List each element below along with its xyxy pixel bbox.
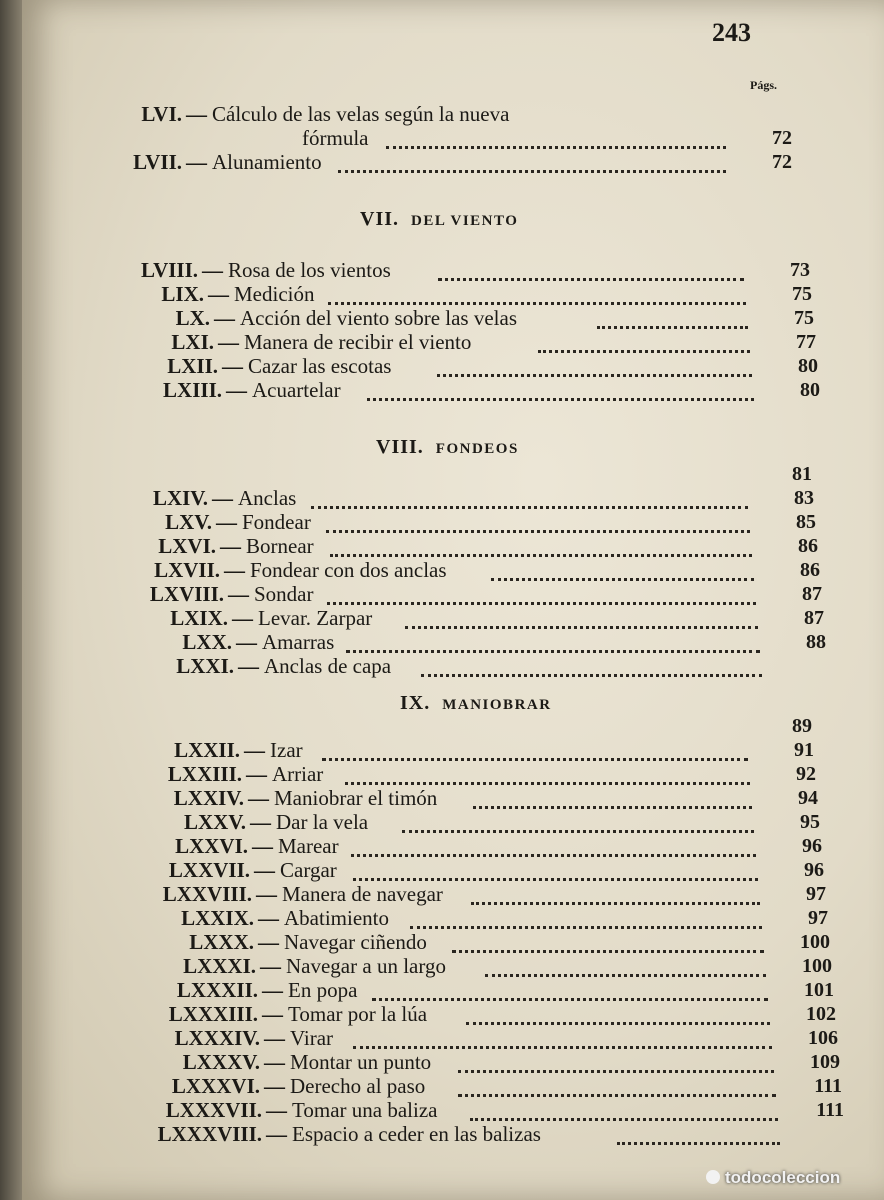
dot-leader xyxy=(386,132,727,149)
dot-leader xyxy=(471,888,761,905)
chapter-title: Maniobrar el timón xyxy=(274,786,438,810)
section-title-text: FONDEOS xyxy=(435,441,519,457)
dot-leader xyxy=(485,960,766,977)
page-reference: 109 xyxy=(810,1051,840,1073)
em-dash: — xyxy=(220,534,241,558)
toc-entry xyxy=(22,858,862,882)
toc-entry xyxy=(22,882,862,906)
section-title-text: MANIOBRAR xyxy=(442,697,552,713)
chapter-title: Tomar una baliza xyxy=(292,1098,438,1122)
em-dash: — xyxy=(212,486,233,510)
em-dash: — xyxy=(250,810,271,834)
toc-entry xyxy=(22,1098,862,1122)
em-dash: — xyxy=(264,1050,285,1074)
page-reference: 94 xyxy=(798,787,818,809)
chapter-title: Anclas de capa xyxy=(264,654,392,678)
chapter-numeral: LXXVI. xyxy=(175,834,248,858)
toc-entry xyxy=(22,282,862,306)
chapter-title: Derecho al paso xyxy=(290,1074,426,1098)
watermark-logo-icon xyxy=(706,1170,720,1184)
chapter-title: Espacio a ceder en las balizas xyxy=(292,1122,541,1146)
dot-leader xyxy=(372,984,769,1001)
toc-entry xyxy=(22,654,862,678)
page-reference: 75 xyxy=(792,283,812,305)
em-dash: — xyxy=(260,954,281,978)
section-heading xyxy=(376,436,519,459)
chapter-title: Tomar por la lúa xyxy=(288,1002,428,1026)
page-reference: 97 xyxy=(806,883,826,905)
page-reference: 80 xyxy=(798,355,818,377)
dot-leader xyxy=(437,360,753,377)
dot-leader xyxy=(538,336,751,353)
toc-entry xyxy=(22,1074,862,1098)
dot-leader xyxy=(345,768,750,785)
chapter-numeral: LXIII. xyxy=(163,378,222,402)
toc-entry xyxy=(22,930,862,954)
toc-entry xyxy=(22,714,862,738)
section-numeral: VII. xyxy=(360,208,400,230)
chapter-numeral: LXVII. xyxy=(154,558,220,582)
toc-entry xyxy=(22,534,862,558)
page-reference: 101 xyxy=(804,979,834,1001)
chapter-title: Amarras xyxy=(262,630,335,654)
dot-leader xyxy=(402,816,755,833)
page-reference: 87 xyxy=(802,583,822,605)
page-reference: 86 xyxy=(800,559,820,581)
dot-leader xyxy=(328,288,746,305)
em-dash: — xyxy=(252,834,273,858)
em-dash: — xyxy=(216,510,237,534)
toc-entry xyxy=(22,978,862,1002)
page-number: 243 xyxy=(712,18,751,47)
chapter-title: Manera de navegar xyxy=(282,882,443,906)
section-title-text: DEL VIENTO xyxy=(411,213,519,229)
chapter-numeral: LXXXVI. xyxy=(171,1074,260,1098)
chapter-numeral: LXXVIII. xyxy=(162,882,252,906)
chapter-title: Fondear xyxy=(242,510,311,534)
toc-entry xyxy=(22,954,862,978)
em-dash: — xyxy=(236,630,257,654)
chapter-numeral: LXXXV. xyxy=(182,1050,260,1074)
dot-leader xyxy=(438,264,745,281)
chapter-numeral: LXXII. xyxy=(174,738,240,762)
toc-entry xyxy=(22,810,862,834)
em-dash: — xyxy=(264,1026,285,1050)
page-reference: 100 xyxy=(800,931,830,953)
chapter-numeral: LXXVII. xyxy=(168,858,250,882)
chapter-title: Levar. Zarpar xyxy=(258,606,373,630)
page-reference: 72 xyxy=(772,127,792,149)
chapter-title: Montar un punto xyxy=(290,1050,432,1074)
chapter-title: Bornear xyxy=(246,534,314,558)
dot-leader xyxy=(597,312,749,329)
dot-leader xyxy=(470,1104,778,1121)
toc-entry xyxy=(22,258,862,282)
pages-column-label: Págs. xyxy=(750,78,777,92)
dot-leader xyxy=(326,516,751,533)
chapter-numeral: LXXXII. xyxy=(176,978,258,1002)
dot-leader xyxy=(473,792,752,809)
toc-entry xyxy=(22,1002,862,1026)
dot-leader xyxy=(353,1032,773,1049)
dot-leader xyxy=(322,744,748,761)
em-dash: — xyxy=(224,558,245,582)
chapter-numeral: LXI. xyxy=(171,330,214,354)
page-reference: 81 xyxy=(792,463,812,485)
chapter-title: fórmula xyxy=(302,126,369,150)
em-dash: — xyxy=(258,930,279,954)
toc-entry xyxy=(22,306,862,330)
toc-entry xyxy=(22,1122,862,1146)
em-dash: — xyxy=(246,762,267,786)
toc-entry xyxy=(22,510,862,534)
dot-leader xyxy=(330,540,753,557)
dot-leader xyxy=(410,912,763,929)
chapter-title: Izar xyxy=(270,738,303,762)
chapter-title: Virar xyxy=(290,1026,334,1050)
em-dash: — xyxy=(264,1074,285,1098)
chapter-title: Marear xyxy=(278,834,339,858)
page-reference: 95 xyxy=(800,811,820,833)
chapter-numeral: LXXV. xyxy=(183,810,246,834)
chapter-title: Cazar las escotas xyxy=(248,354,392,378)
page-reference: 97 xyxy=(808,907,828,929)
toc-entry xyxy=(22,354,862,378)
toc-entry xyxy=(22,1026,862,1050)
chapter-numeral: LXX. xyxy=(182,630,232,654)
dot-leader xyxy=(338,156,727,173)
em-dash: — xyxy=(218,330,239,354)
page-reference: 111 xyxy=(814,1075,842,1097)
chapter-title: Rosa de los vientos xyxy=(228,258,391,282)
page-reference: 96 xyxy=(802,835,822,857)
em-dash: — xyxy=(186,150,207,174)
watermark-text: todocoleccion xyxy=(725,1168,841,1187)
em-dash: — xyxy=(262,1002,283,1026)
chapter-title: Medición xyxy=(234,282,315,306)
chapter-title: Navegar ciñendo xyxy=(284,930,427,954)
chapter-numeral: LXXXVIII. xyxy=(157,1122,262,1146)
page-reference: 106 xyxy=(808,1027,838,1049)
dot-leader xyxy=(327,588,756,605)
em-dash: — xyxy=(186,102,207,126)
toc-entry xyxy=(22,1050,862,1074)
toc-entry xyxy=(22,102,862,126)
page-reference: 89 xyxy=(792,715,812,737)
page-reference: 88 xyxy=(806,631,826,653)
chapter-title: Cargar xyxy=(280,858,337,882)
chapter-numeral: LXXXVII. xyxy=(165,1098,262,1122)
dot-leader xyxy=(351,840,756,857)
chapter-title: Arriar xyxy=(272,762,324,786)
chapter-title: Anclas xyxy=(238,486,297,510)
em-dash: — xyxy=(244,738,265,762)
chapter-numeral: LXIX. xyxy=(170,606,228,630)
dot-leader xyxy=(617,1128,780,1145)
toc-entry xyxy=(22,558,862,582)
chapter-numeral: LIX. xyxy=(161,282,204,306)
page-reference: 92 xyxy=(796,763,816,785)
chapter-numeral: LXXIV. xyxy=(173,786,244,810)
dot-leader xyxy=(405,612,759,629)
toc-entry xyxy=(22,630,862,654)
chapter-title: Acción del viento sobre las velas xyxy=(240,306,517,330)
chapter-numeral: LXV. xyxy=(165,510,212,534)
chapter-numeral: LXII. xyxy=(167,354,218,378)
section-heading xyxy=(400,692,552,715)
page-reference: 80 xyxy=(800,379,820,401)
toc-entry xyxy=(22,462,862,486)
chapter-numeral: LXIV. xyxy=(152,486,208,510)
chapter-title: Acuartelar xyxy=(252,378,341,402)
toc-entry xyxy=(22,378,862,402)
chapter-title: Navegar a un largo xyxy=(286,954,446,978)
chapter-numeral: LVII. xyxy=(133,150,182,174)
em-dash: — xyxy=(214,306,235,330)
page-reference: 75 xyxy=(794,307,814,329)
em-dash: — xyxy=(266,1122,287,1146)
chapter-numeral: LXXX. xyxy=(189,930,254,954)
page-reference: 96 xyxy=(804,859,824,881)
toc-entry xyxy=(22,330,862,354)
em-dash: — xyxy=(256,882,277,906)
dot-leader xyxy=(353,864,758,881)
em-dash: — xyxy=(254,858,275,882)
toc-entry xyxy=(22,834,862,858)
em-dash: — xyxy=(226,378,247,402)
dot-leader xyxy=(491,564,754,581)
chapter-numeral: LXVIII. xyxy=(149,582,224,606)
dot-leader xyxy=(311,492,748,509)
em-dash: — xyxy=(238,654,259,678)
dot-leader xyxy=(458,1056,775,1073)
chapter-title: Abatimiento xyxy=(284,906,389,930)
toc-entry xyxy=(22,150,862,174)
watermark xyxy=(706,1168,840,1188)
page-reference: 73 xyxy=(790,259,810,281)
chapter-numeral: LVI. xyxy=(141,102,182,126)
dot-leader xyxy=(466,1008,770,1025)
page-reference: 85 xyxy=(796,511,816,533)
chapter-numeral: LXXIII. xyxy=(167,762,242,786)
em-dash: — xyxy=(228,582,249,606)
em-dash: — xyxy=(202,258,223,282)
section-numeral: VIII. xyxy=(376,436,424,458)
page-reference: 111 xyxy=(816,1099,844,1121)
toc-entry xyxy=(22,606,862,630)
section-heading xyxy=(360,208,518,231)
page-reference: 91 xyxy=(794,739,814,761)
page-reference: 77 xyxy=(796,331,816,353)
dot-leader xyxy=(346,636,761,653)
chapter-numeral: LXXI. xyxy=(176,654,234,678)
chapter-title: Dar la vela xyxy=(276,810,369,834)
chapter-numeral: LXXXI. xyxy=(183,954,256,978)
book-page xyxy=(22,0,884,1200)
em-dash: — xyxy=(222,354,243,378)
toc-entry xyxy=(22,126,862,150)
page-reference: 86 xyxy=(798,535,818,557)
dot-leader xyxy=(458,1080,777,1097)
toc-entry xyxy=(22,786,862,810)
chapter-numeral: LXXXIII. xyxy=(168,1002,258,1026)
chapter-numeral: LXVI. xyxy=(158,534,216,558)
em-dash: — xyxy=(262,978,283,1002)
chapter-title: En popa xyxy=(288,978,358,1002)
dot-leader xyxy=(421,660,762,677)
toc-entry xyxy=(22,486,862,510)
page-reference: 87 xyxy=(804,607,824,629)
em-dash: — xyxy=(232,606,253,630)
chapter-numeral: LX. xyxy=(175,306,210,330)
chapter-title: Alunamiento xyxy=(212,150,322,174)
toc-entry xyxy=(22,738,862,762)
chapter-title: Fondear con dos anclas xyxy=(250,558,447,582)
toc-entry xyxy=(22,582,862,606)
page-reference: 102 xyxy=(806,1003,836,1025)
em-dash: — xyxy=(266,1098,287,1122)
em-dash: — xyxy=(208,282,229,306)
chapter-numeral: LXXXIV. xyxy=(174,1026,260,1050)
toc-entry xyxy=(22,906,862,930)
page-reference: 83 xyxy=(794,487,814,509)
chapter-numeral: LXXIX. xyxy=(181,906,254,930)
page-reference: 72 xyxy=(772,151,792,173)
chapter-title: Cálculo de las velas según la nueva xyxy=(212,102,510,126)
chapter-title: Manera de recibir el viento xyxy=(244,330,472,354)
page-reference: 100 xyxy=(802,955,832,977)
chapter-numeral: LVIII. xyxy=(140,258,198,282)
dot-leader xyxy=(452,936,765,953)
em-dash: — xyxy=(258,906,279,930)
chapter-title: Sondar xyxy=(254,582,314,606)
toc-entry xyxy=(22,762,862,786)
section-numeral: IX. xyxy=(400,692,431,714)
em-dash: — xyxy=(248,786,269,810)
dot-leader xyxy=(367,384,754,401)
